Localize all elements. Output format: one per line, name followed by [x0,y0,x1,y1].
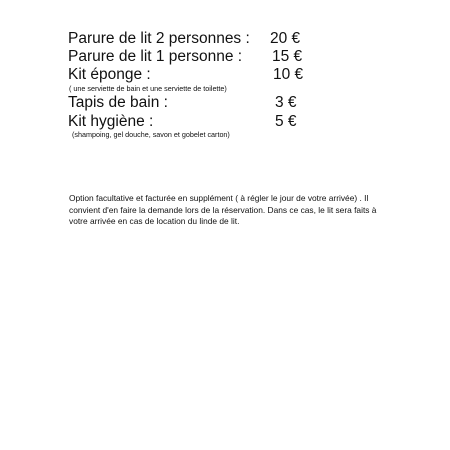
optional-service-notice: Option facultative et facturée en supplément ( à régler le jour de votre arrivée) . Il convient d'en faire la demande lors de la réservation. Dans ce cas, le lit sera faits à votre arrivée en cas de location du linde de lit. [69,193,377,227]
item-label: Kit éponge : [68,66,151,83]
item-label: Parure de lit 1 personne : [68,48,243,65]
item-price: 3 € [275,94,297,111]
item-price: 15 € [272,48,303,65]
item-label: Tapis de bain : [68,94,168,111]
item-label: Kit hygiène : [68,113,154,130]
item-note: ( une serviette de bain et une serviette de toilette) [69,84,227,93]
item-price: 20 € [270,30,301,47]
item-price: 10 € [273,66,304,83]
price-row-single-bed-linen [0,48,450,68]
item-price: 5 € [275,113,297,130]
price-row-bath-mat [0,94,450,114]
item-note: (shampoing, gel douche, savon et gobelet carton) [72,130,230,139]
price-row-towel-kit [0,66,450,86]
price-list [0,0,450,180]
price-row-double-bed-linen [0,30,450,50]
item-label: Parure de lit 2 personnes : [68,30,250,47]
